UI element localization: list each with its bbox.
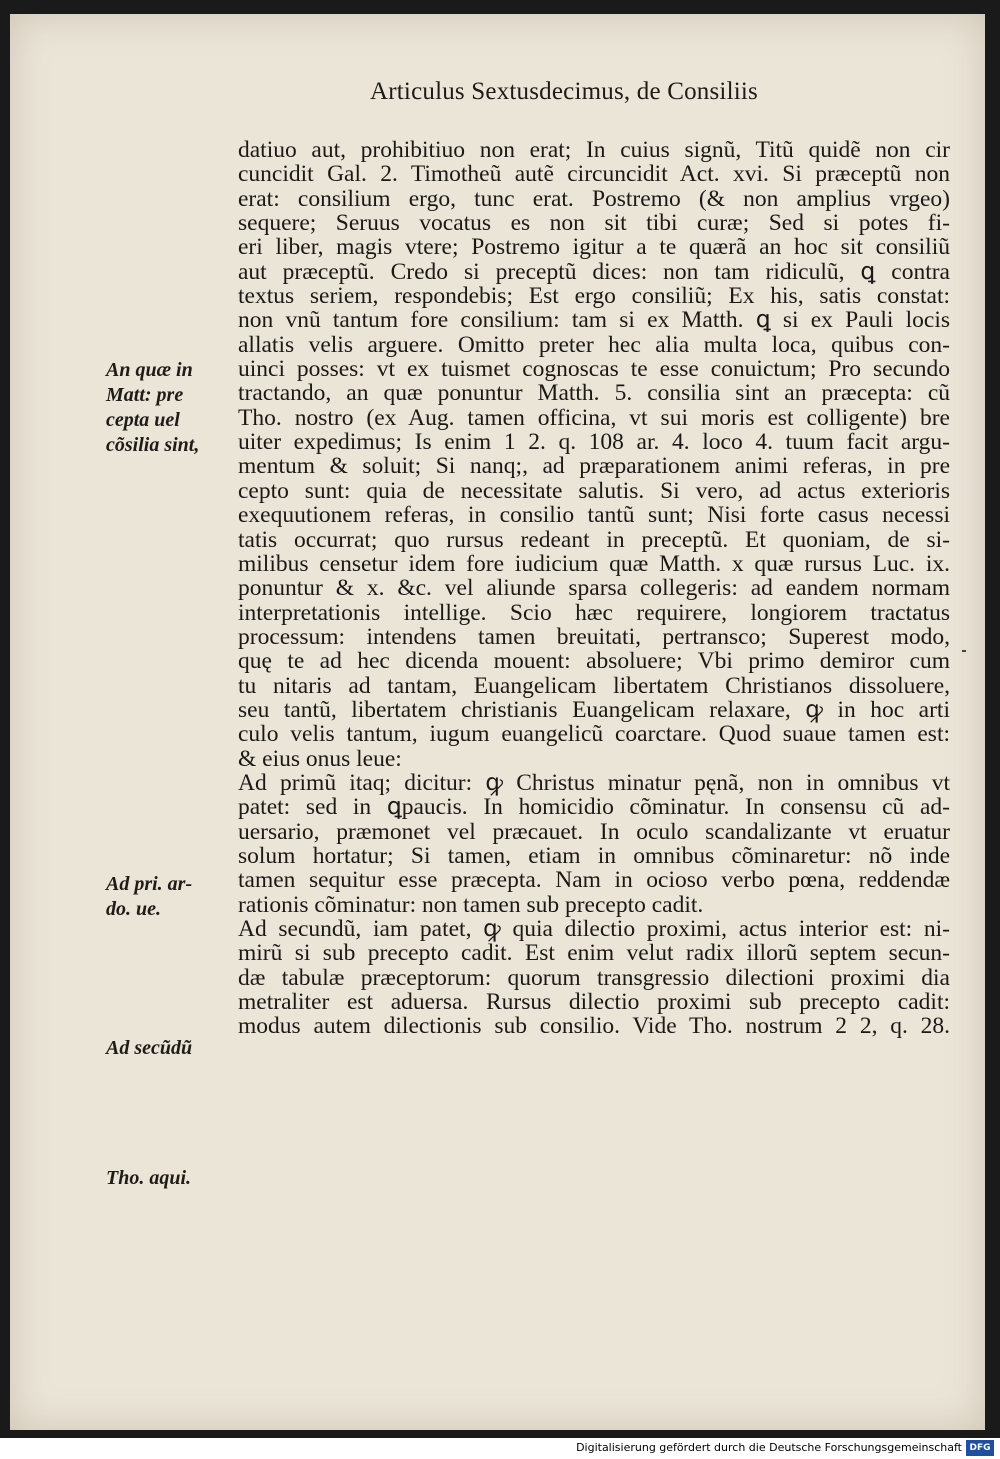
text-line: cepto sunt: quia de necessitate salutis. Si vero, ad actus exterioris: [238, 477, 950, 504]
margin-note-line: do. ue.: [106, 898, 161, 920]
text-line: & eius onus leue:: [238, 745, 402, 772]
text-line: uiter expedimus; Is enim 1 2. q. 108 ar. 4. loco 4. tuum facit argu-: [238, 429, 950, 456]
text-line: quę te ad hec dicenda mouent: absoluere; Vbi primo demiror cum: [238, 648, 950, 675]
text-line: interpretationis intellige. Scio hæc requirere, longiorem tractatus: [238, 599, 950, 626]
body-text: [238, 138, 950, 1039]
text-line: tamen sequitur esse præcepta. Nam in ocioso verbo pœna, reddendæ: [238, 867, 950, 894]
text-line: uinci posses: vt ex tuismet cognoscas te esse conuictum; Pro secundo: [238, 356, 950, 383]
text-line: datiuo aut, prohibitiuo non erat; In cuius signũ, Titũ quidẽ non cir: [238, 137, 950, 163]
margin-note-line: Ad pri. ar-: [106, 873, 193, 895]
text-line: Ad primũ itaq; dicitur: ꝙ Christus minatur pęnã, non in omnibus vt: [238, 769, 950, 796]
text-line: solum hortatur; Si tamen, etiam in omnibus cõminaretur: nõ inde: [238, 842, 950, 869]
margin-note-line: An quæ in: [106, 359, 193, 381]
text-line: seu tantũ, libertatem christianis Euangelicam relaxare, ꝙ in hoc arti: [238, 696, 950, 723]
text-line: exequutionem referas, in consilio tantũ sunt; Nisi forte casus necessi: [238, 502, 950, 529]
margin-note-line: Ad secũdũ: [106, 1037, 193, 1059]
margin-note-line: cepta uel: [106, 409, 180, 431]
text-line: eri liber, magis vtere; Postremo igitur a te quærã an hoc sit consiliũ: [238, 234, 950, 261]
text-line: milibus censetur idem fore iudicium quæ Matth. x quæ rursus Luc. ix.: [238, 550, 950, 577]
margin-note-ad-secundum: [106, 1036, 221, 1061]
text-line: mentum & soluit; Si nanq;, ad præparationem animi referas, in pre: [238, 453, 950, 480]
text-line: textus seriem, respondebis; Est ergo consiliũ; Ex his, satis constat:: [238, 283, 950, 310]
text-line: modus autem dilectionis sub consilio. Vide Tho. nostrum 2 2, q. 28.: [238, 1013, 950, 1040]
text-line: tatis occurrat; quo rursus redeant in preceptũ. Et quoniam, de si-: [238, 526, 950, 553]
funding-credit: Digitalisierung gefördert durch die Deutsche Forschungsgemeinschaft: [576, 1441, 962, 1454]
text-line: tractando, an quæ ponuntur Matth. 5. consilia sint an præcepta: cũ: [238, 380, 950, 407]
text-line: metraliter est aduersa. Rursus dilectio proximi sub precepto cadit:: [238, 989, 950, 1016]
text-line: mirũ si sub precepto cadit. Est enim velut radix illorũ septem secun-: [238, 940, 950, 967]
text-line: non vnũ tantum fore consilium: tam si ex Matth. ꝗ si ex Pauli locis: [238, 307, 950, 334]
text-line: allatis velis arguere. Omitto preter hec alia multa loca, quibus con-: [238, 331, 950, 358]
text-line: Ad secundũ, iam patet, ꝙ quia dilectio proximi, actus interior est: ni-: [238, 916, 950, 942]
text-line: processum: intendens tamen breuitati, pertransco; Superest modo,: [238, 623, 950, 650]
margin-note-tho-aqui: [106, 1166, 221, 1191]
footer-bar: [0, 1438, 1000, 1459]
running-head: Articulus Sextusdecimus, de Consiliis: [370, 78, 758, 105]
ink-speck: [962, 650, 966, 652]
text-line: patet: sed in ꝗpaucis. In homicidio cõminatur. In consensu cũ ad-: [238, 794, 950, 821]
text-line: erat: consilium ergo, tunc erat. Postremo (& non amplius vrgeo): [238, 185, 950, 212]
text-line: culo velis tantum, iugum euangelicũ coarctare. Quod suaue tamen est:: [238, 721, 950, 748]
margin-note-line: cõsilia sint,: [106, 434, 200, 456]
text-line: cuncidit Gal. 2. Timotheũ autẽ circuncidit Act. xvi. Si præceptũ non: [238, 161, 950, 188]
text-line: aut præceptũ. Credo si preceptũ dices: non tam ridiculũ, ꝗ contra: [238, 258, 950, 285]
text-line: sequere; Seruus vocatus es non sit tibi curæ; Sed si potes fi-: [238, 210, 950, 237]
book-page: [10, 14, 985, 1430]
text-line: dæ tabulæ præceptorum: quorum transgressio dilectioni proximi dia: [238, 964, 950, 991]
margin-note-line: Matt: pre: [106, 384, 184, 406]
text-line: tu nitaris ad tantam, Euangelicam libertatem Christianos dissoluere,: [238, 672, 950, 699]
text-line: uersario, præmonet vel præcauet. In oculo scandalizante vt eruatur: [238, 818, 950, 845]
margin-note-an-quae: [106, 358, 221, 458]
text-line: ponuntur & x. &c. vel aliunde sparsa collegeris: ad eandem normam: [238, 575, 950, 602]
text-line: Tho. nostro (ex Aug. tamen officina, vt sui moris est colligente) bre: [238, 404, 950, 431]
margin-note-line: Tho. aqui.: [106, 1167, 192, 1189]
margin-note-ad-primum: [106, 872, 221, 922]
text-line: rationis cõminatur: non tamen sub precepto cadit.: [238, 891, 704, 918]
dfg-logo: DFG: [966, 1440, 994, 1456]
